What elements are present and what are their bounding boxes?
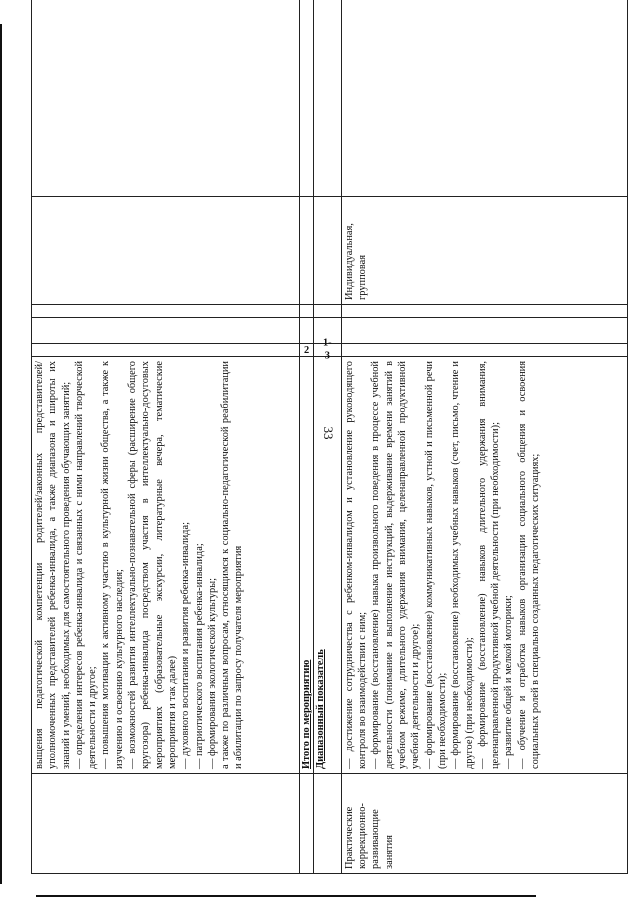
scan-edge-line (0, 24, 2, 884)
total-label: Итого по мероприятию (300, 357, 314, 774)
empty-cell (32, 305, 300, 318)
activities-table (31, 0, 628, 874)
table-row (32, 0, 300, 874)
content-cell (32, 357, 300, 774)
empty-cell (314, 197, 342, 305)
paragraph: выщения педагогической компетенции родителей/законных представителей/уполномоченных представителей ребенка-инвалида, а также диапазона и широты их знаний и умений, необходимых для самостоятельного проведения обучающих занятий; (34, 361, 72, 769)
paragraph: — формирования экологической культуры; (206, 577, 218, 769)
empty-cell (32, 197, 300, 305)
empty-cell (314, 305, 342, 318)
empty-cell (300, 0, 314, 197)
paragraph: — определения интересов ребенка-инвалида и связанных с ними направлений творческой деятельности и другое; (73, 361, 99, 769)
paragraph: — формирование (восстановление) навыка произвольного поведения в процессе учебной деятельности (понимание и выполнение инструкций, выдерживание времени занятий в учебном режиме, длительного удержания внимания, целенаправленной продуктивной учебной деятельности и другое); (370, 361, 422, 769)
range-value: 1-3 (314, 344, 342, 357)
paragraph: — достижение сотрудничества с ребенком-инвалидом и установление руководящего контроля во взаимодействии с ним; (343, 361, 369, 769)
empty-cell (300, 305, 314, 318)
content-cell (341, 357, 627, 774)
paragraph: — возможностей развития интеллектуально-познавательной сферы (расширение общего кругозора) ребенка-инвалида посредством участия в интеллектуально-досуговых мероприятиях (образовательные экскурсии, литературные вечера, тематические мероприятия и так далее) (127, 361, 178, 769)
document-table-rotated (31, 29, 612, 874)
scan-edge-line (36, 895, 536, 897)
empty-cell (341, 318, 627, 344)
empty-cell (300, 774, 314, 874)
empty-cell (32, 318, 300, 344)
table-row (314, 0, 342, 874)
form-cell: Индивидуальная, групповая (341, 197, 627, 305)
table-row (300, 0, 314, 874)
paragraph: — духовного воспитания и развития ребенка-инвалида; (180, 522, 192, 769)
total-value: 2 (300, 344, 314, 357)
empty-cell (314, 0, 342, 197)
empty-cell (32, 0, 300, 197)
paragraph: а также по различным вопросам, относящимся к социально-педагогической реабилитации и абилитации по запросу получателя мероприятия (220, 361, 245, 769)
paragraph: — повышения мотивации к активному участию в культурной жизни общества, а также к изучению и освоению культурного наследия; (100, 361, 125, 769)
empty-cell (341, 305, 627, 318)
range-label: Диапазонный показатель (314, 357, 342, 774)
empty-cell (341, 0, 627, 197)
page-number: 33 (321, 426, 336, 440)
paragraph: — формирование (восстановление) навыков длительного удержания внимания, целенаправленной продуктивной учебной деятельности (при необходимости); (476, 361, 502, 769)
empty-cell (300, 197, 314, 305)
category-cell (32, 774, 300, 874)
category-cell: Практические коррекционно-развивающие занятия (341, 774, 627, 874)
paragraph: — формирование (восстановление) необходимых учебных навыков (счет, письмо, чтение и другое) (при необходимости); (450, 361, 475, 769)
paragraph: — формирование (восстановление) коммуникативных навыков, устной и письменной речи (при необходимости); (423, 361, 448, 769)
count-cell (32, 344, 300, 357)
empty-cell (341, 344, 627, 357)
table-row (341, 0, 627, 874)
paragraph: — обучение и отработка навыков организации социального общения и освоения социальных ролей в специально созданных педагогических ситуациях; (516, 361, 542, 769)
paragraph: — патриотического воспитания ребенка-инвалида; (193, 543, 205, 769)
empty-cell (314, 774, 342, 874)
empty-cell (300, 318, 314, 344)
paragraph: — развитие общей и мелкой моторики; (503, 595, 515, 769)
